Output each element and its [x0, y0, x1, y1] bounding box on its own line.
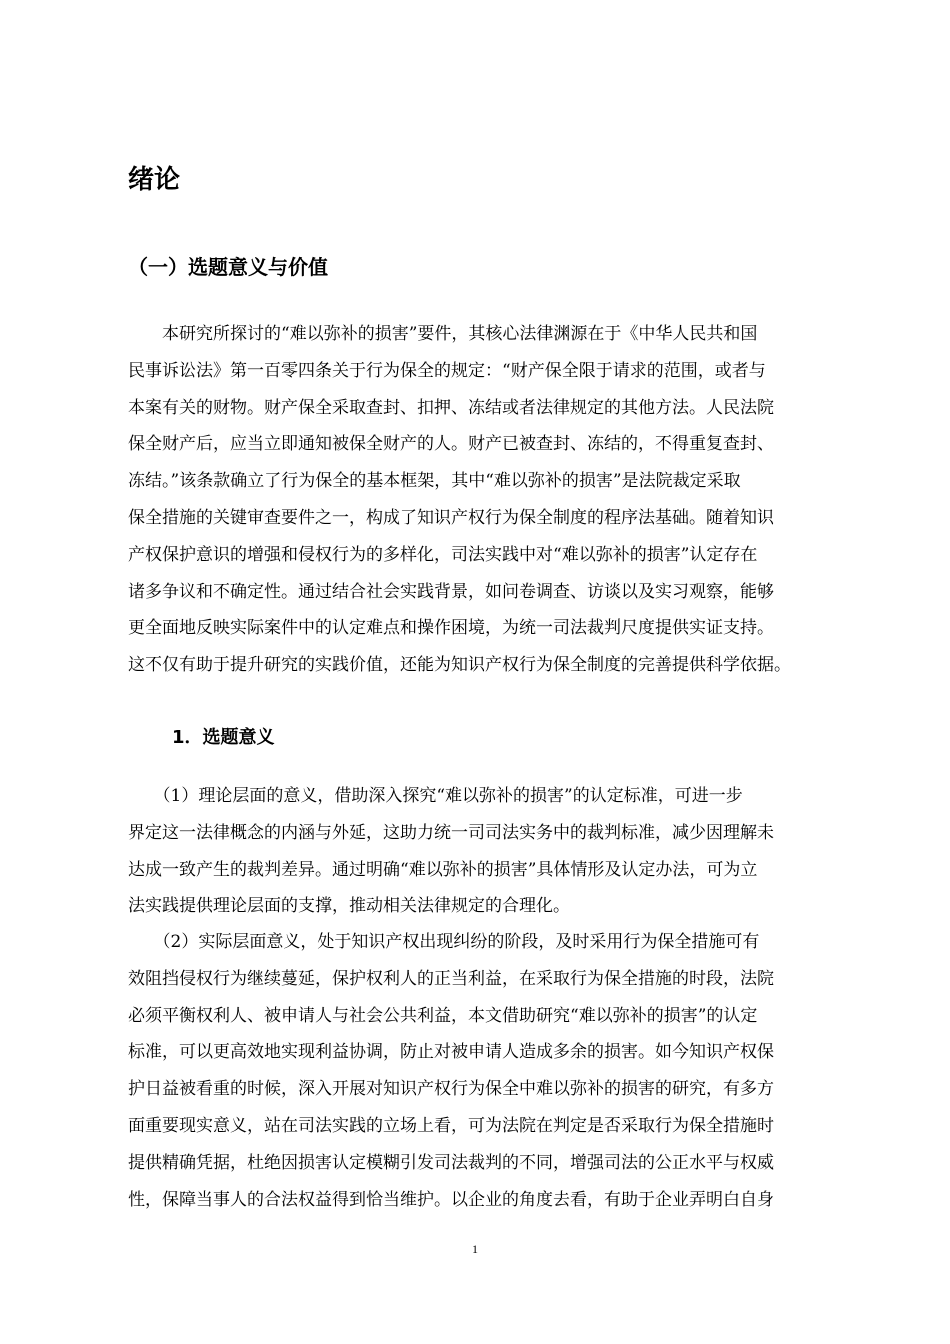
paragraph-line: 必须平衡权利人、被申请人与社会公共利益，本文借助研究“难以弥补的损害”的认定	[128, 1005, 758, 1026]
paragraph-line: 冻结。”该条款确立了行为保全的基本框架，其中“难以弥补的损害”是法院裁定采取	[128, 471, 741, 492]
chapter-title: 绪论	[128, 165, 181, 195]
paragraph-line: （2）实际层面意义，处于知识产权出现纠纷的阶段，及时采用行为保全措施可有	[128, 932, 760, 952]
paragraph-line: 面重要现实意义，站在司法实践的立场上看，可为法院在判定是否采取行为保全措施时	[128, 1115, 774, 1136]
subsection-title: 1．选题意义	[172, 727, 275, 748]
paragraph-line: 更全面地反映实际案件中的认定难点和操作困境，为统一司法裁判尺度提供实证支持。	[128, 618, 774, 639]
page-number: 1	[472, 1242, 478, 1256]
paragraph-line: 标准，可以更高效地实现利益协调，防止对被申请人造成多余的损害。如今知识产权保	[128, 1042, 774, 1063]
paragraph-line: 保全财产后，应当立即通知被保全财产的人。财产已被查封、冻结的，不得重复查封、	[128, 434, 774, 455]
paragraph-line: 本研究所探讨的“难以弥补的损害”要件，其核心法律渊源在于《中华人民共和国	[128, 324, 758, 344]
paragraph-line: 这不仅有助于提升研究的实践价值，还能为知识产权行为保全制度的完善提供科学依据。	[128, 655, 791, 676]
paragraph-line: 效阻挡侵权行为继续蔓延，保护权利人的正当利益，在采取行为保全措施的时段，法院	[128, 968, 774, 989]
paragraph-theoretical-significance	[128, 778, 868, 925]
paragraph-line: （1）理论层面的意义，借助深入探究“难以弥补的损害”的认定标准，可进一步	[128, 786, 743, 806]
paragraph-line: 界定这一法律概念的内涵与外延，这助力统一司司法实务中的裁判标准，减少因理解未	[128, 822, 774, 843]
section-title: （一）选题意义与价值	[128, 255, 328, 279]
paragraph-research-basis	[128, 316, 868, 684]
paragraph-line: 产权保护意识的增强和侵权行为的多样化，司法实践中对“难以弥补的损害”认定存在	[128, 544, 758, 565]
paragraph-practical-significance	[128, 924, 868, 1218]
paragraph-line: 保全措施的关键审查要件之一，构成了知识产权行为保全制度的程序法基础。随着知识	[128, 507, 774, 528]
paragraph-line: 提供精确凭据，杜绝因损害认定模糊引发司法裁判的不同，增强司法的公正水平与权威	[128, 1152, 774, 1173]
paragraph-line: 民事诉讼法》第一百零四条关于行为保全的规定：“财产保全限于请求的范围，或者与	[128, 360, 766, 381]
paragraph-line: 诸多争议和不确定性。通过结合社会实践背景，如问卷调查、访谈以及实习观察，能够	[128, 581, 774, 602]
paragraph-line: 本案有关的财物。财产保全采取查封、扣押、冻结或者法律规定的其他方法。人民法院	[128, 397, 774, 418]
paragraph-line: 法实践提供理论层面的支撑，推动相关法律规定的合理化。	[128, 896, 570, 917]
paragraph-line: 达成一致产生的裁判差异。通过明确“难以弥补的损害”具体情形及认定办法，可为立	[128, 859, 758, 880]
paragraph-line: 性，保障当事人的合法权益得到恰当维护。以企业的角度去看，有助于企业弄明白自身	[128, 1189, 774, 1210]
paragraph-line: 护日益被看重的时候，深入开展对知识产权行为保全中难以弥补的损害的研究，有多方	[128, 1079, 774, 1100]
